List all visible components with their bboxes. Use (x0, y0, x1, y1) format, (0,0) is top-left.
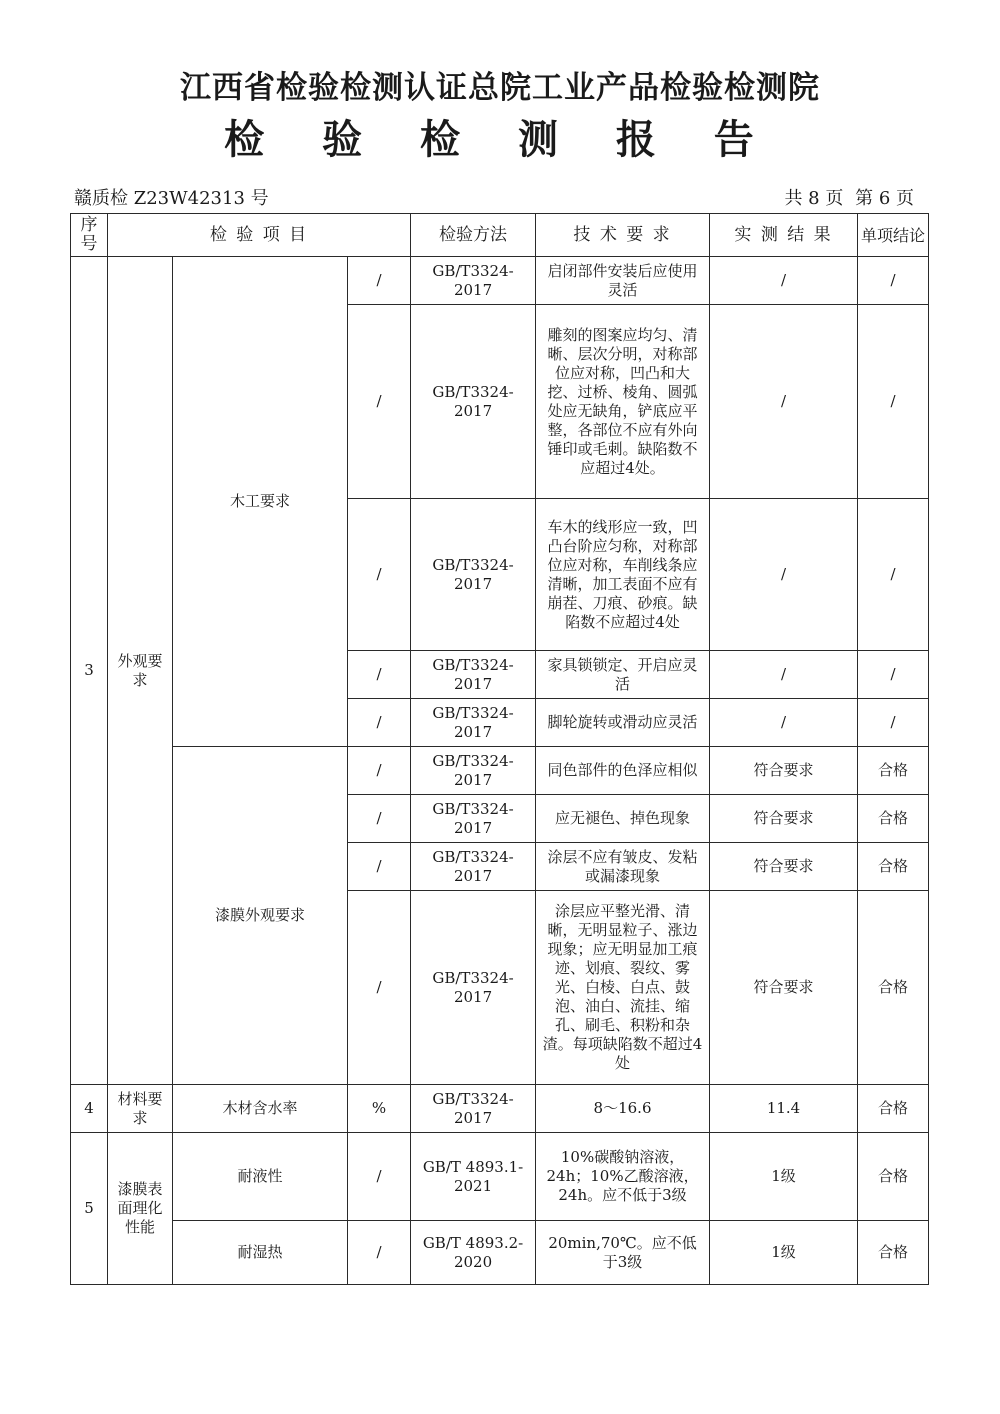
unit-cell: / (348, 1133, 411, 1221)
unit-cell: / (348, 843, 411, 891)
method-cell: GB/T3324-2017 (411, 499, 536, 651)
conclusion-cell: 合格 (858, 1221, 929, 1285)
conclusion-cell: 合格 (858, 747, 929, 795)
result-cell: 11.4 (710, 1085, 858, 1133)
requirement-cell: 8～16.6 (536, 1085, 710, 1133)
report-title: 检 验 检 测 报 告 (224, 117, 776, 163)
col-item: 检 验 项 目 (108, 214, 411, 257)
col-requirement: 技 术 要 求 (536, 214, 710, 257)
result-cell: / (710, 699, 858, 747)
group-name: 漆膜表面理化性能 (108, 1133, 173, 1285)
result-cell: 符合要求 (710, 891, 858, 1085)
requirement-cell: 启闭部件安装后应使用灵活 (536, 257, 710, 305)
unit-cell: / (348, 747, 411, 795)
conclusion-cell: 合格 (858, 1085, 929, 1133)
unit-cell: / (348, 795, 411, 843)
method-cell: GB/T3324-2017 (411, 843, 536, 891)
subgroup-name: 漆膜外观要求 (173, 747, 348, 1085)
subgroup-name: 木工要求 (173, 257, 348, 747)
requirement-cell: 脚轮旋转或滑动应灵活 (536, 699, 710, 747)
method-cell: GB/T3324-2017 (411, 257, 536, 305)
org-title: 江西省检验检测认证总院工业产品检验检测院 (180, 70, 820, 106)
method-cell: GB/T 4893.2-2020 (411, 1221, 536, 1285)
unit-cell: / (348, 891, 411, 1085)
conclusion-cell: 合格 (858, 795, 929, 843)
group-seq: 3 (71, 257, 108, 1085)
subgroup-name: 耐液性 (173, 1133, 348, 1221)
col-conclusion: 单项结论 (858, 214, 929, 257)
method-cell: GB/T3324-2017 (411, 891, 536, 1085)
table-row (71, 747, 929, 795)
result-cell: 符合要求 (710, 795, 858, 843)
method-cell: GB/T3324-2017 (411, 795, 536, 843)
requirement-cell: 同色部件的色泽应相似 (536, 747, 710, 795)
total-pages: 共 8 页 (784, 188, 844, 209)
requirement-cell: 涂层不应有皱皮、发粘或漏漆现象 (536, 843, 710, 891)
conclusion-cell: / (858, 305, 929, 499)
requirement-cell: 10%碳酸钠溶液，24h；10%乙酸溶液，24h。应不低于3级 (536, 1133, 710, 1221)
unit-cell: / (348, 651, 411, 699)
inspection-table (70, 213, 929, 1285)
unit-cell: / (348, 1221, 411, 1285)
result-cell: 1级 (710, 1221, 858, 1285)
result-cell: 符合要求 (710, 843, 858, 891)
unit-cell: / (348, 305, 411, 499)
requirement-cell: 雕刻的图案应均匀、清晰、层次分明，对称部位应对称，凹凸和大挖、过桥、棱角、圆弧处应无缺角，铲底应平整，各部位不应有外向锤印或毛刺。缺陷数不应超过4处。 (536, 305, 710, 499)
group-seq: 5 (71, 1133, 108, 1285)
col-seq: 序号 (71, 214, 108, 257)
unit-cell: / (348, 699, 411, 747)
table-row (71, 1085, 929, 1133)
method-cell: GB/T3324-2017 (411, 651, 536, 699)
table-row (71, 1221, 929, 1285)
result-cell: / (710, 257, 858, 305)
method-cell: GB/T3324-2017 (411, 699, 536, 747)
conclusion-cell: / (858, 257, 929, 305)
group-name: 材料要求 (108, 1085, 173, 1133)
subgroup-name: 耐湿热 (173, 1221, 348, 1285)
conclusion-cell: / (858, 699, 929, 747)
method-cell: GB/T3324-2017 (411, 1085, 536, 1133)
table-row (71, 1133, 929, 1221)
header-row (71, 214, 929, 257)
current-page: 第 6 页 (855, 188, 914, 209)
requirement-cell: 20min,70℃。应不低于3级 (536, 1221, 710, 1285)
conclusion-cell: / (858, 651, 929, 699)
page-info (778, 184, 914, 210)
requirement-cell: 涂层应平整光滑、清晰，无明显粒子、涨边现象；应无明显加工痕迹、划痕、裂纹、雾光、白棱、白点、鼓泡、油白、流挂、缩孔、刷毛、积粉和杂渣。每项缺陷数不超过4处 (536, 891, 710, 1085)
result-cell: / (710, 651, 858, 699)
result-cell: / (710, 499, 858, 651)
unit-cell: / (348, 499, 411, 651)
requirement-cell: 应无褪色、掉色现象 (536, 795, 710, 843)
group-name: 外观要求 (108, 257, 173, 1085)
requirement-cell: 家具锁锁定、开启应灵活 (536, 651, 710, 699)
conclusion-cell: 合格 (858, 1133, 929, 1221)
table-row (71, 257, 929, 305)
method-cell: GB/T 4893.1-2021 (411, 1133, 536, 1221)
subgroup-name: 木材含水率 (173, 1085, 348, 1133)
result-cell: 1级 (710, 1133, 858, 1221)
col-result: 实 测 结 果 (710, 214, 858, 257)
group-seq: 4 (71, 1085, 108, 1133)
col-method: 检验方法 (411, 214, 536, 257)
unit-cell: % (348, 1085, 411, 1133)
unit-cell: / (348, 257, 411, 305)
conclusion-cell: / (858, 499, 929, 651)
conclusion-cell: 合格 (858, 891, 929, 1085)
report-number: 赣质检 Z23W42313 号 (74, 188, 269, 209)
method-cell: GB/T3324-2017 (411, 747, 536, 795)
result-cell: 符合要求 (710, 747, 858, 795)
method-cell: GB/T3324-2017 (411, 305, 536, 499)
requirement-cell: 车木的线形应一致，凹凸台阶应匀称，对称部位应对称，车削线条应清晰，加工表面不应有崩茬、刀痕、砂痕。缺陷数不应超过4处 (536, 499, 710, 651)
result-cell: / (710, 305, 858, 499)
conclusion-cell: 合格 (858, 843, 929, 891)
